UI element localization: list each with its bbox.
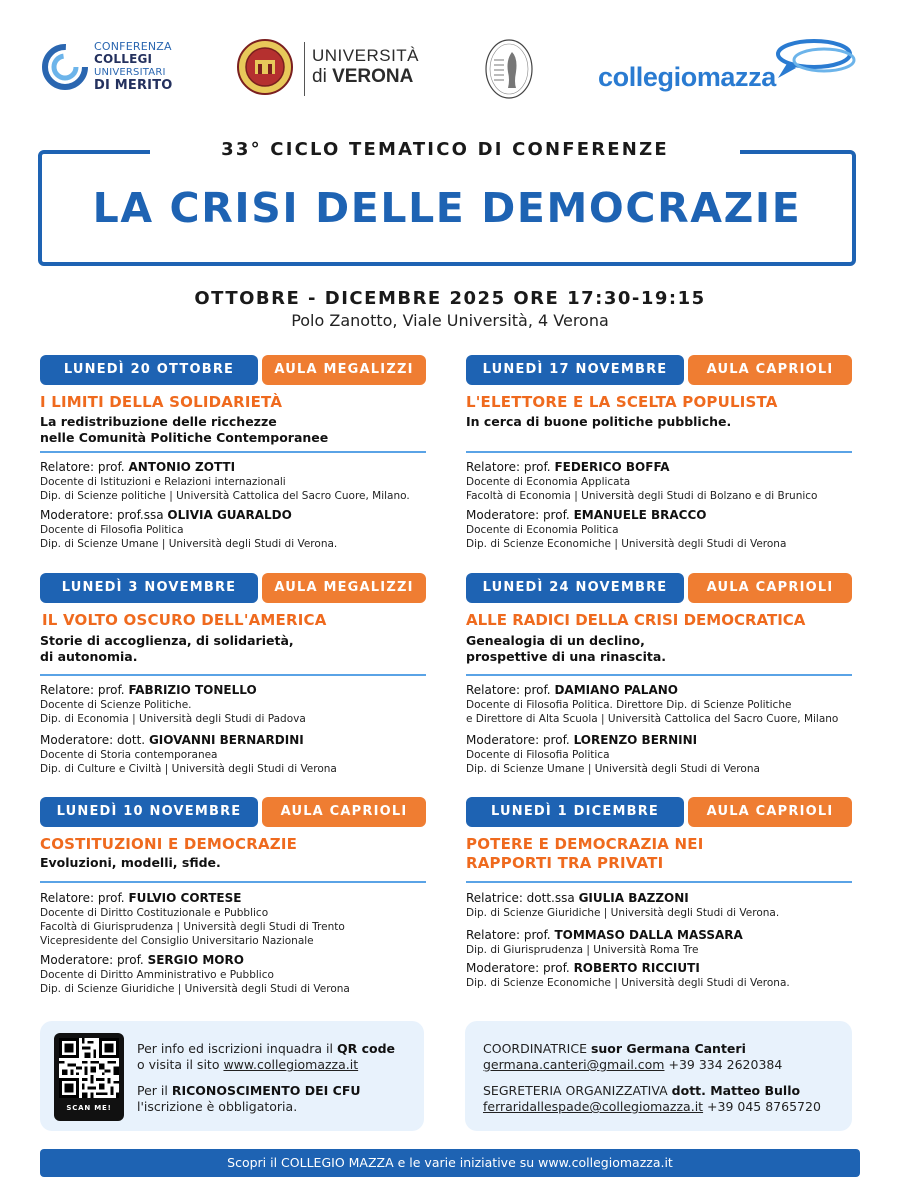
speaker-affiliation: Dip. di Scienze politiche | Università Cattolica del Sacro Cuore, Milano. [40, 490, 410, 502]
event-room: AULA CAPRIOLI [688, 355, 852, 385]
speaker-affiliation: Vicepresidente del Consiglio Universitario Nazionale [40, 935, 314, 947]
moderator-affiliation: Docente di Economia Politica [466, 524, 619, 536]
event-subtitle: In cerca di buone politiche pubbliche. [466, 414, 732, 429]
moderator-affiliation: Dip. di Scienze Economiche | Università degli Studi di Verona. [466, 977, 790, 989]
moderator-name: OLIVIA GUARALDO [167, 508, 292, 522]
speaker-role: Relatore: prof. [40, 891, 125, 905]
page-title: LA CRISI DELLE DEMOCRAZIE [92, 184, 802, 232]
speaker-affiliation: Facoltà di Economia | Università degli Studi di Bolzano e di Brunico [466, 490, 818, 502]
event-title: ALLE RADICI DELLA CRISI DEMOCRATICA [466, 611, 806, 629]
event-date: LUNEDÌ 24 NOVEMBRE [466, 573, 684, 603]
speaker-role: Relatore: prof. [40, 683, 125, 697]
speaker [466, 460, 886, 503]
univr-line2-bold: VERONA [332, 66, 414, 87]
event-date: LUNEDÌ 1 DICEMBRE [466, 797, 684, 827]
ccum-line4: DI MERITO [94, 78, 173, 93]
venue-text: Polo Zanotto, Viale Università, 4 Verona [291, 311, 609, 330]
event-room: AULA CAPRIOLI [688, 573, 852, 603]
qr-code-icon[interactable] [59, 1038, 119, 1098]
coordinator-name: suor Germana Canteri [590, 1041, 746, 1056]
speaker-affiliation: Docente di Filosofia Politica. Direttore Dip. di Scienze Politiche [466, 699, 792, 711]
moderator-name: EMANUELE BRACCO [573, 508, 707, 522]
speaker-role: Relatore: prof. [466, 683, 551, 697]
univr-line1: UNIVERSITÀ [312, 46, 420, 65]
speaker-affiliation: Dip. di Giurisprudenza | Università Roma Tre [466, 944, 699, 956]
event-divider [466, 674, 852, 676]
footer-banner[interactable]: Scopri il COLLEGIO MAZZA e le varie iniziative su www.collegiomazza.it [40, 1149, 860, 1177]
qr-card[interactable] [54, 1033, 124, 1121]
speaker-affiliation: e Direttore di Alta Scuola | Università Cattolica del Sacro Cuore, Milano [466, 713, 839, 725]
speaker-role: Relatrice: dott.ssa [466, 891, 575, 905]
event-subtitle: Genealogia di un declino, [466, 633, 645, 648]
event-date: LUNEDÌ 10 NOVEMBRE [40, 797, 258, 827]
coordinator-phone: +39 334 2620384 [668, 1057, 783, 1072]
speaker [466, 891, 886, 920]
moderator-affiliation: Dip. di Scienze Umane | Università degli Studi di Verona. [40, 538, 338, 550]
info-qr-text: QR code [336, 1041, 396, 1056]
event-title: I LIMITI DELLA SOLIDARIETÀ [40, 393, 283, 411]
ccum-line3: UNIVERSITARI [94, 67, 166, 78]
speaker-name: TOMMASO DALLA MASSARA [554, 928, 743, 942]
event-date: LUNEDÌ 17 NOVEMBRE [466, 355, 684, 385]
collegio-seal-icon [484, 38, 534, 100]
moderator [40, 733, 460, 776]
coordinator-email-link[interactable]: germana.canteri@gmail.com [483, 1057, 665, 1072]
univr-seal-icon [236, 38, 294, 96]
moderator-role: Moderatore: prof. [466, 508, 570, 522]
moderator-affiliation: Docente di Storia contemporanea [40, 749, 218, 761]
info-text: o visita il sito [137, 1057, 220, 1072]
ccum-ring-icon [40, 42, 90, 92]
speaker [40, 460, 460, 503]
event-divider [40, 881, 426, 883]
event-title: L'ELETTORE E LA SCELTA POPULISTA [466, 393, 778, 411]
ccum-line1: CONFERENZA [94, 40, 172, 53]
event-divider [40, 451, 426, 453]
speaker [40, 891, 460, 948]
event-title: POTERE E DEMOCRAZIA NEI [466, 835, 704, 853]
info-text: Per info ed iscrizioni inquadra il [137, 1041, 333, 1056]
speaker-name: DAMIANO PALANO [554, 683, 678, 697]
event-title-line2: RAPPORTI TRA PRIVATI [466, 854, 664, 872]
contacts-panel [465, 1021, 852, 1131]
moderator-affiliation: Dip. di Scienze Umane | Università degli Studi di Verona [466, 763, 760, 775]
univr-logo [236, 34, 436, 104]
logo-bar [0, 30, 900, 110]
moderator-affiliation: Docente di Filosofia Politica [40, 524, 184, 536]
event-subtitle: di autonomia. [40, 649, 138, 664]
speaker-role: Relatore: prof. [466, 460, 551, 474]
event-card [466, 355, 866, 555]
moderator-role: Moderatore: dott. [40, 733, 146, 747]
speaker-affiliation: Docente di Economia Applicata [466, 476, 631, 488]
coordinator-label: COORDINATRICE [483, 1041, 587, 1056]
cfu-text: Per il [137, 1083, 168, 1098]
speaker-role: Relatore: prof. [40, 460, 125, 474]
moderator-affiliation: Dip. di Scienze Economiche | Università degli Studi di Verona [466, 538, 787, 550]
moderator-name: ROBERTO RICCIUTI [573, 961, 700, 975]
speaker [466, 683, 886, 726]
event-subtitle: nelle Comunità Politiche Contemporanee [40, 430, 329, 445]
event-divider [466, 451, 852, 453]
moderator [466, 961, 886, 990]
event-subtitle: Storie di accoglienza, di solidarietà, [40, 633, 294, 648]
event-room: AULA MEGALIZZI [262, 573, 426, 603]
moderator-affiliation: Dip. di Scienze Giuridiche | Università degli Studi di Verona [40, 983, 350, 995]
moderator-name: SERGIO MORO [147, 953, 244, 967]
speaker-role: Relatore: prof. [466, 928, 551, 942]
speech-bubbles-icon [768, 36, 858, 86]
speaker-affiliation: Facoltà di Giurisprudenza | Università degli Studi di Trento [40, 921, 345, 933]
event-subtitle: Evoluzioni, modelli, sfide. [40, 855, 221, 870]
moderator-role: Moderatore: prof. [466, 961, 570, 975]
moderator-role: Moderatore: prof. [466, 733, 570, 747]
mazza-wordmark: collegiomazza [598, 62, 776, 92]
moderator [40, 508, 460, 551]
secretariat-email-link[interactable]: ferraridallespade@collegiomazza.it [483, 1099, 704, 1114]
event-room: AULA MEGALIZZI [262, 355, 426, 385]
moderator-name: LORENZO BERNINI [573, 733, 698, 747]
speaker [40, 683, 460, 726]
collegio-mazza-logo [598, 36, 868, 106]
scan-me-label: SCAN ME! [66, 1104, 112, 1112]
ccum-line2: COLLEGI [94, 52, 153, 66]
cycle-heading: 33° CICLO TEMATICO DI CONFERENZE [150, 135, 740, 165]
speaker-name: FABRIZIO TONELLO [128, 683, 257, 697]
secretariat-name: dott. Matteo Bullo [671, 1083, 801, 1098]
event-subtitle: prospettive di una rinascita. [466, 649, 667, 664]
moderator [466, 508, 886, 551]
event-subtitle: La redistribuzione delle ricchezze [40, 414, 277, 429]
speaker-name: ANTONIO ZOTTI [128, 460, 236, 474]
ccum-logo [40, 38, 180, 100]
website-link[interactable]: www.collegiomazza.it [223, 1057, 359, 1072]
moderator-name: GIOVANNI BERNARDINI [148, 733, 304, 747]
info-panel [40, 1021, 424, 1131]
event-card [40, 355, 440, 555]
speaker [466, 928, 886, 957]
speaker-name: FULVIO CORTESE [128, 891, 242, 905]
event-title: COSTITUZIONI E DEMOCRAZIE [40, 835, 298, 853]
speaker-name: GIULIA BAZZONI [578, 891, 689, 905]
event-divider [40, 674, 426, 676]
event-room: AULA CAPRIOLI [688, 797, 852, 827]
moderator-affiliation: Docente di Filosofia Politica [466, 749, 610, 761]
secretariat-phone: +39 045 8765720 [707, 1099, 821, 1114]
event-date: LUNEDÌ 20 OTTOBRE [40, 355, 258, 385]
event-date: LUNEDÌ 3 NOVEMBRE [40, 573, 258, 603]
speaker-affiliation: Docente di Scienze Politiche. [40, 699, 192, 711]
moderator-affiliation: Docente di Diritto Amministrativo e Pubblico [40, 969, 274, 981]
event-card [40, 797, 440, 1007]
moderator-role: Moderatore: prof. [40, 953, 144, 967]
cfu-note: l'iscrizione è obbligatoria. [137, 1099, 298, 1114]
speaker-affiliation: Dip. di Scienze Giuridiche | Università degli Studi di Verona. [466, 907, 780, 919]
event-card [466, 573, 866, 783]
moderator [40, 953, 460, 996]
speaker-affiliation: Docente di Istituzioni e Relazioni internazionali [40, 476, 286, 488]
speaker-name: FEDERICO BOFFA [554, 460, 670, 474]
moderator [466, 733, 886, 776]
moderator-affiliation: Dip. di Culture e Civiltà | Università degli Studi di Verona [40, 763, 337, 775]
univr-divider [304, 42, 305, 96]
dates-heading: OTTOBRE - DICEMBRE 2025 ORE 17:30-19:15 [194, 288, 706, 309]
event-card [466, 797, 866, 1007]
cfu-bold-text: RICONOSCIMENTO DEI CFU [171, 1083, 361, 1098]
secretariat-label: SEGRETERIA ORGANIZZATIVA [483, 1083, 668, 1098]
event-card [40, 573, 440, 783]
moderator-role: Moderatore: prof.ssa [40, 508, 164, 522]
speaker-affiliation: Dip. di Economia | Università degli Studi di Padova [40, 713, 306, 725]
event-title: IL VOLTO OSCURO DELL'AMERICA [42, 611, 327, 629]
event-divider [466, 881, 852, 883]
event-room: AULA CAPRIOLI [262, 797, 426, 827]
speaker-affiliation: Docente di Diritto Costituzionale e Pubblico [40, 907, 269, 919]
univr-line2-pre: di [312, 66, 327, 87]
